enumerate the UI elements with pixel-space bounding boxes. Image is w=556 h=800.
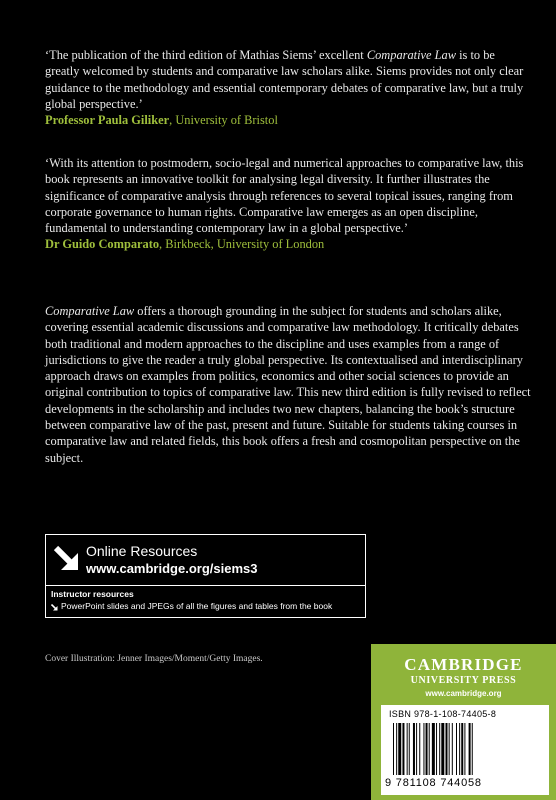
publisher-name: CAMBRIDGE [404, 655, 523, 674]
reviewer-name: Professor Paula Giliker [45, 113, 170, 128]
barcode-bar [441, 723, 444, 775]
barcode-bar [423, 723, 424, 775]
barcode-bar [446, 723, 448, 775]
instructor-resources-text: PowerPoint slides and JPEGs of all the figures and tables from the book [61, 601, 333, 611]
online-resources-header [46, 535, 365, 585]
barcode-bar [449, 723, 450, 775]
online-resources-url[interactable]: www.cambridge.org/siems3 [86, 561, 258, 576]
book-title: Comparative Law [366, 48, 456, 62]
barcode-bar [439, 723, 440, 775]
barcode-bar [396, 723, 397, 775]
review-quote-comparato [45, 155, 525, 253]
instructor-resources-label: Instructor resources [51, 589, 134, 599]
barcode-box [381, 705, 549, 795]
reviewer-name: Dr Guido Comparato [45, 237, 160, 252]
online-resources-box [45, 534, 366, 618]
quote-attribution [45, 112, 525, 128]
publisher-press: UNIVERSITY PRESS [410, 675, 517, 686]
quote-attribution [45, 236, 525, 252]
reviewer-institution: , University of Bristol [169, 113, 278, 128]
barcode-bar [416, 723, 417, 775]
barcode-bar [426, 723, 428, 775]
barcode-bar [409, 723, 410, 775]
review-quote-giliker [45, 47, 525, 128]
book-title: Comparative Law [45, 304, 135, 318]
barcode-bar [452, 723, 453, 775]
barcode-bar [419, 723, 420, 775]
barcode-bar [398, 723, 401, 775]
barcode-bar [429, 723, 430, 775]
barcode-bar [461, 723, 463, 775]
arrow-down-right-small-icon [51, 604, 58, 611]
divider [46, 585, 365, 586]
publisher-website: www.cambridge.org [425, 689, 502, 698]
quote-text: ‘With its attention to postmodern, socio-legal and numerical approaches to comparative law, this book represents an innovative toolkit for analysing legal diversity. It further illustrates the significance of comparative analysis through references to several topical issues, ranging from corporate governance to human rights. Comparative law emerges as an open discipline, fundamental to understanding contemporary law in a global perspective.’ [45, 156, 524, 236]
cover-illustration-credit: Cover Illustration: Jenner Images/Moment/Getty Images. [45, 654, 263, 664]
barcode-bar [456, 723, 457, 775]
barcode-bar [402, 723, 404, 775]
publisher-panel [371, 644, 556, 800]
barcode-number: 9 781108 744058 [385, 777, 482, 789]
barcode-bar [459, 723, 460, 775]
barcode-bar [469, 723, 471, 775]
isbn-label: ISBN 978-1-108-74405-8 [389, 709, 497, 719]
barcode-bar [432, 723, 435, 775]
barcode-bar [393, 723, 394, 775]
quote-text: ‘The publication of the third edition of Mathias Siems’ excellent Comparative Law is to be greatly welcomed by students and comparative law scholars alike. Siems provides not only clear guidance to the methodology and essential contemporary debates of comparative law, but a truly global perspective.’ [45, 48, 524, 111]
reviewer-institution: , Birkbeck, University of London [159, 237, 325, 252]
online-resources-title: Online Resources [86, 543, 198, 559]
book-description: Comparative Law offers a thorough grounding in the subject for students and scholars alike, covering essential academic discussions and comparative law methodology. It critically debates both traditional and modern approaches to the discipline and uses examples from a range of jurisdictions to give the reader a truly global perspective. Its contextualised and interdisciplinary approach draws on examples from politics, economics and other social sciences to provide an original contribution to topics of comparative law. This new third edition is fully revised to reflect developments in the scholarship and includes two new chapters, balancing the book’s structure between comparative law of the past, present and future. Suitable for students taking courses in comparative law and related fields, this book offers a fresh and cosmopolitan perspective on the subject. [45, 304, 531, 465]
barcode-bar [472, 723, 473, 775]
barcode-bar [413, 723, 415, 775]
barcode-bar [407, 723, 408, 775]
arrow-down-right-icon [53, 545, 81, 573]
barcode-icon [393, 723, 543, 775]
barcode-bar [436, 723, 437, 775]
barcode-bar [464, 723, 465, 775]
